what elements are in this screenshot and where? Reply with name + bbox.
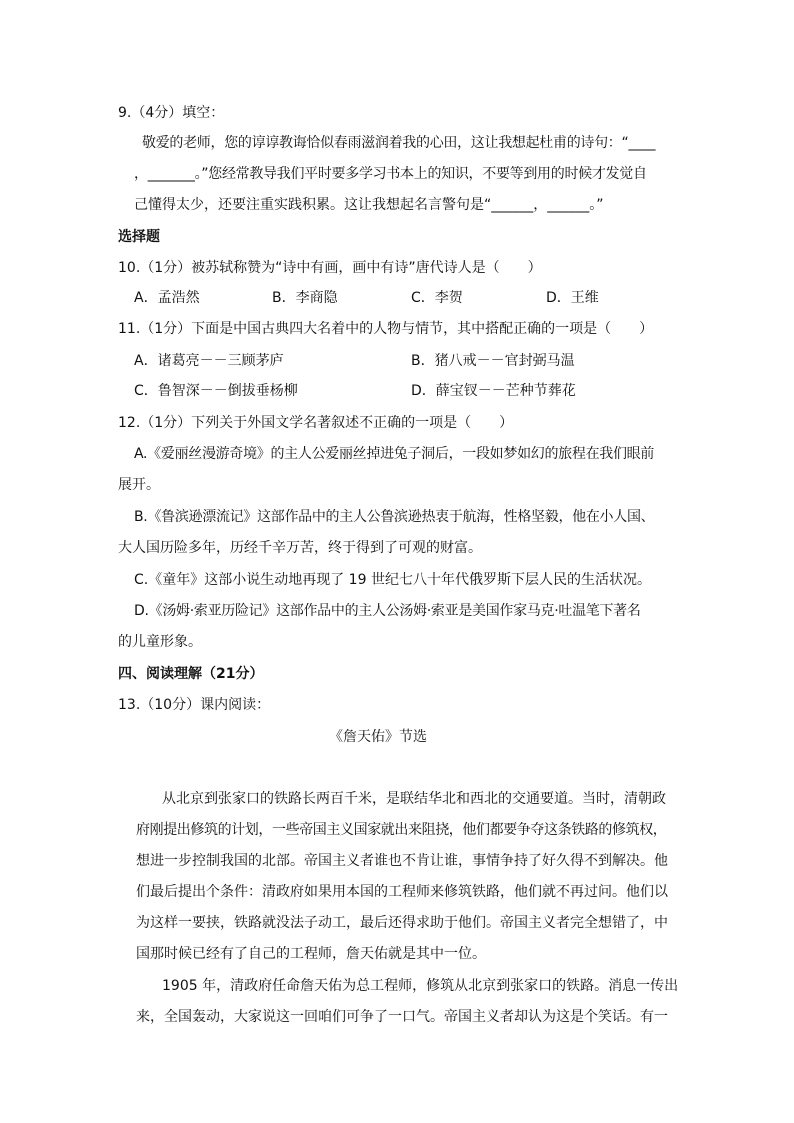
question-12-option-b-cont: 大人国历险多年，历经千辛万苦，终于得到了可观的财富。 [118, 540, 482, 556]
question-9-line: 己懂得太少，还要注重实践积累。这让我想起名言警句是“______，______。” [134, 197, 604, 213]
passage-line: 为这样一要挟，铁路就没法子动工，最后还得求助于他们。帝国主义者完全想错了，中 [136, 915, 668, 931]
question-11-option-d: D．薛宝钗－－芒种节葬花 [411, 383, 576, 399]
passage-line: 国那时候已经有了自己的工程师，詹天佑就是其中一位。 [136, 946, 486, 962]
passage-line: 府刚提出修筑的计划，一些帝国主义国家就出来阻挠，他们都要争夺这条铁路的修筑权， [136, 822, 667, 838]
passage-line: 1905 年，清政府任命詹天佑为总工程师，修筑从北京到张家口的铁路。消息一传出 [162, 978, 679, 994]
question-12-option-a-cont: 展开。 [118, 477, 160, 493]
question-10-option-b: B．李商隐 [272, 290, 338, 306]
question-10-option-c: C．李贺 [411, 290, 463, 306]
passage-line: 从北京到张家口的铁路长两百千米，是联结华北和西北的交通要道。当时，清朝政 [162, 791, 666, 807]
question-9-line: ，_______。”您经常教导我们平时要多学习书本上的知识，不要等到用的时候才发觉自 [134, 166, 647, 182]
question-11-option-a: A．诸葛亮－－三顾茅庐 [134, 353, 284, 369]
question-11-header: 11.（1分）下面是中国古典四大名着中的人物与情节，其中搭配正确的一项是（ ） [118, 321, 654, 337]
question-11-option-c: C．鲁智深－－倒拔垂杨柳 [134, 383, 298, 399]
question-9-header: 9.（4分）填空： [118, 105, 225, 121]
passage-line: 来，全国轰动，大家说这一回咱们可争了一口气。帝国主义者却认为这是个笑话。有一 [136, 1009, 668, 1025]
question-12-option-b: B.《鲁滨逊漂流记》这部作品中的主人公鲁滨逊热衷于航海，性格坚毅，他在小人国、 [134, 509, 655, 525]
passage-line: 们最后提出个条件：清政府如果用本国的工程师来修筑铁路，他们就不再过问。他们以 [136, 884, 668, 900]
question-9-line: 敬爱的老师，您的谆谆教诲恰似春雨滋润着我的心田，这让我想起杜甫的诗句：“____ [142, 135, 656, 151]
question-11-option-b: B．猪八戒－－官封弼马温 [411, 353, 575, 369]
section-heading-choice: 选择题 [118, 229, 160, 245]
question-10-header: 10.（1分）被苏轼称赞为“诗中有画，画中有诗”唐代诗人是（ ） [118, 260, 542, 276]
passage-title: 《詹天佑》节选 [329, 729, 427, 745]
question-10-option-d: D．王维 [546, 290, 599, 306]
question-13-header: 13.（10分）课内阅读： [118, 697, 271, 713]
question-12-header: 12.（1分）下列关于外国文学名著叙述不正确的一项是（ ） [118, 415, 514, 431]
question-12-option-d: D.《汤姆·索亚历险记》这部作品中的主人公汤姆·索亚是美国作家马克·吐温笔下著名 [134, 603, 641, 619]
passage-line: 想进一步控制我国的北部。帝国主义者谁也不肯让谁，事情争持了好久得不到解决。他 [136, 853, 668, 869]
section-heading-reading: 四、阅读理解（21分） [118, 666, 264, 682]
question-12-option-a: A.《爱丽丝漫游奇境》的主人公爱丽丝掉进兔子洞后，一段如梦如幻的旅程在我们眼前 [134, 446, 655, 462]
question-10-option-a: A．孟浩然 [134, 290, 200, 306]
question-12-option-c: C.《童年》这部小说生动地再现了 19 世纪七八十年代俄罗斯下层人民的生活状况。 [134, 572, 651, 588]
question-12-option-d-cont: 的儿童形象。 [118, 634, 202, 650]
